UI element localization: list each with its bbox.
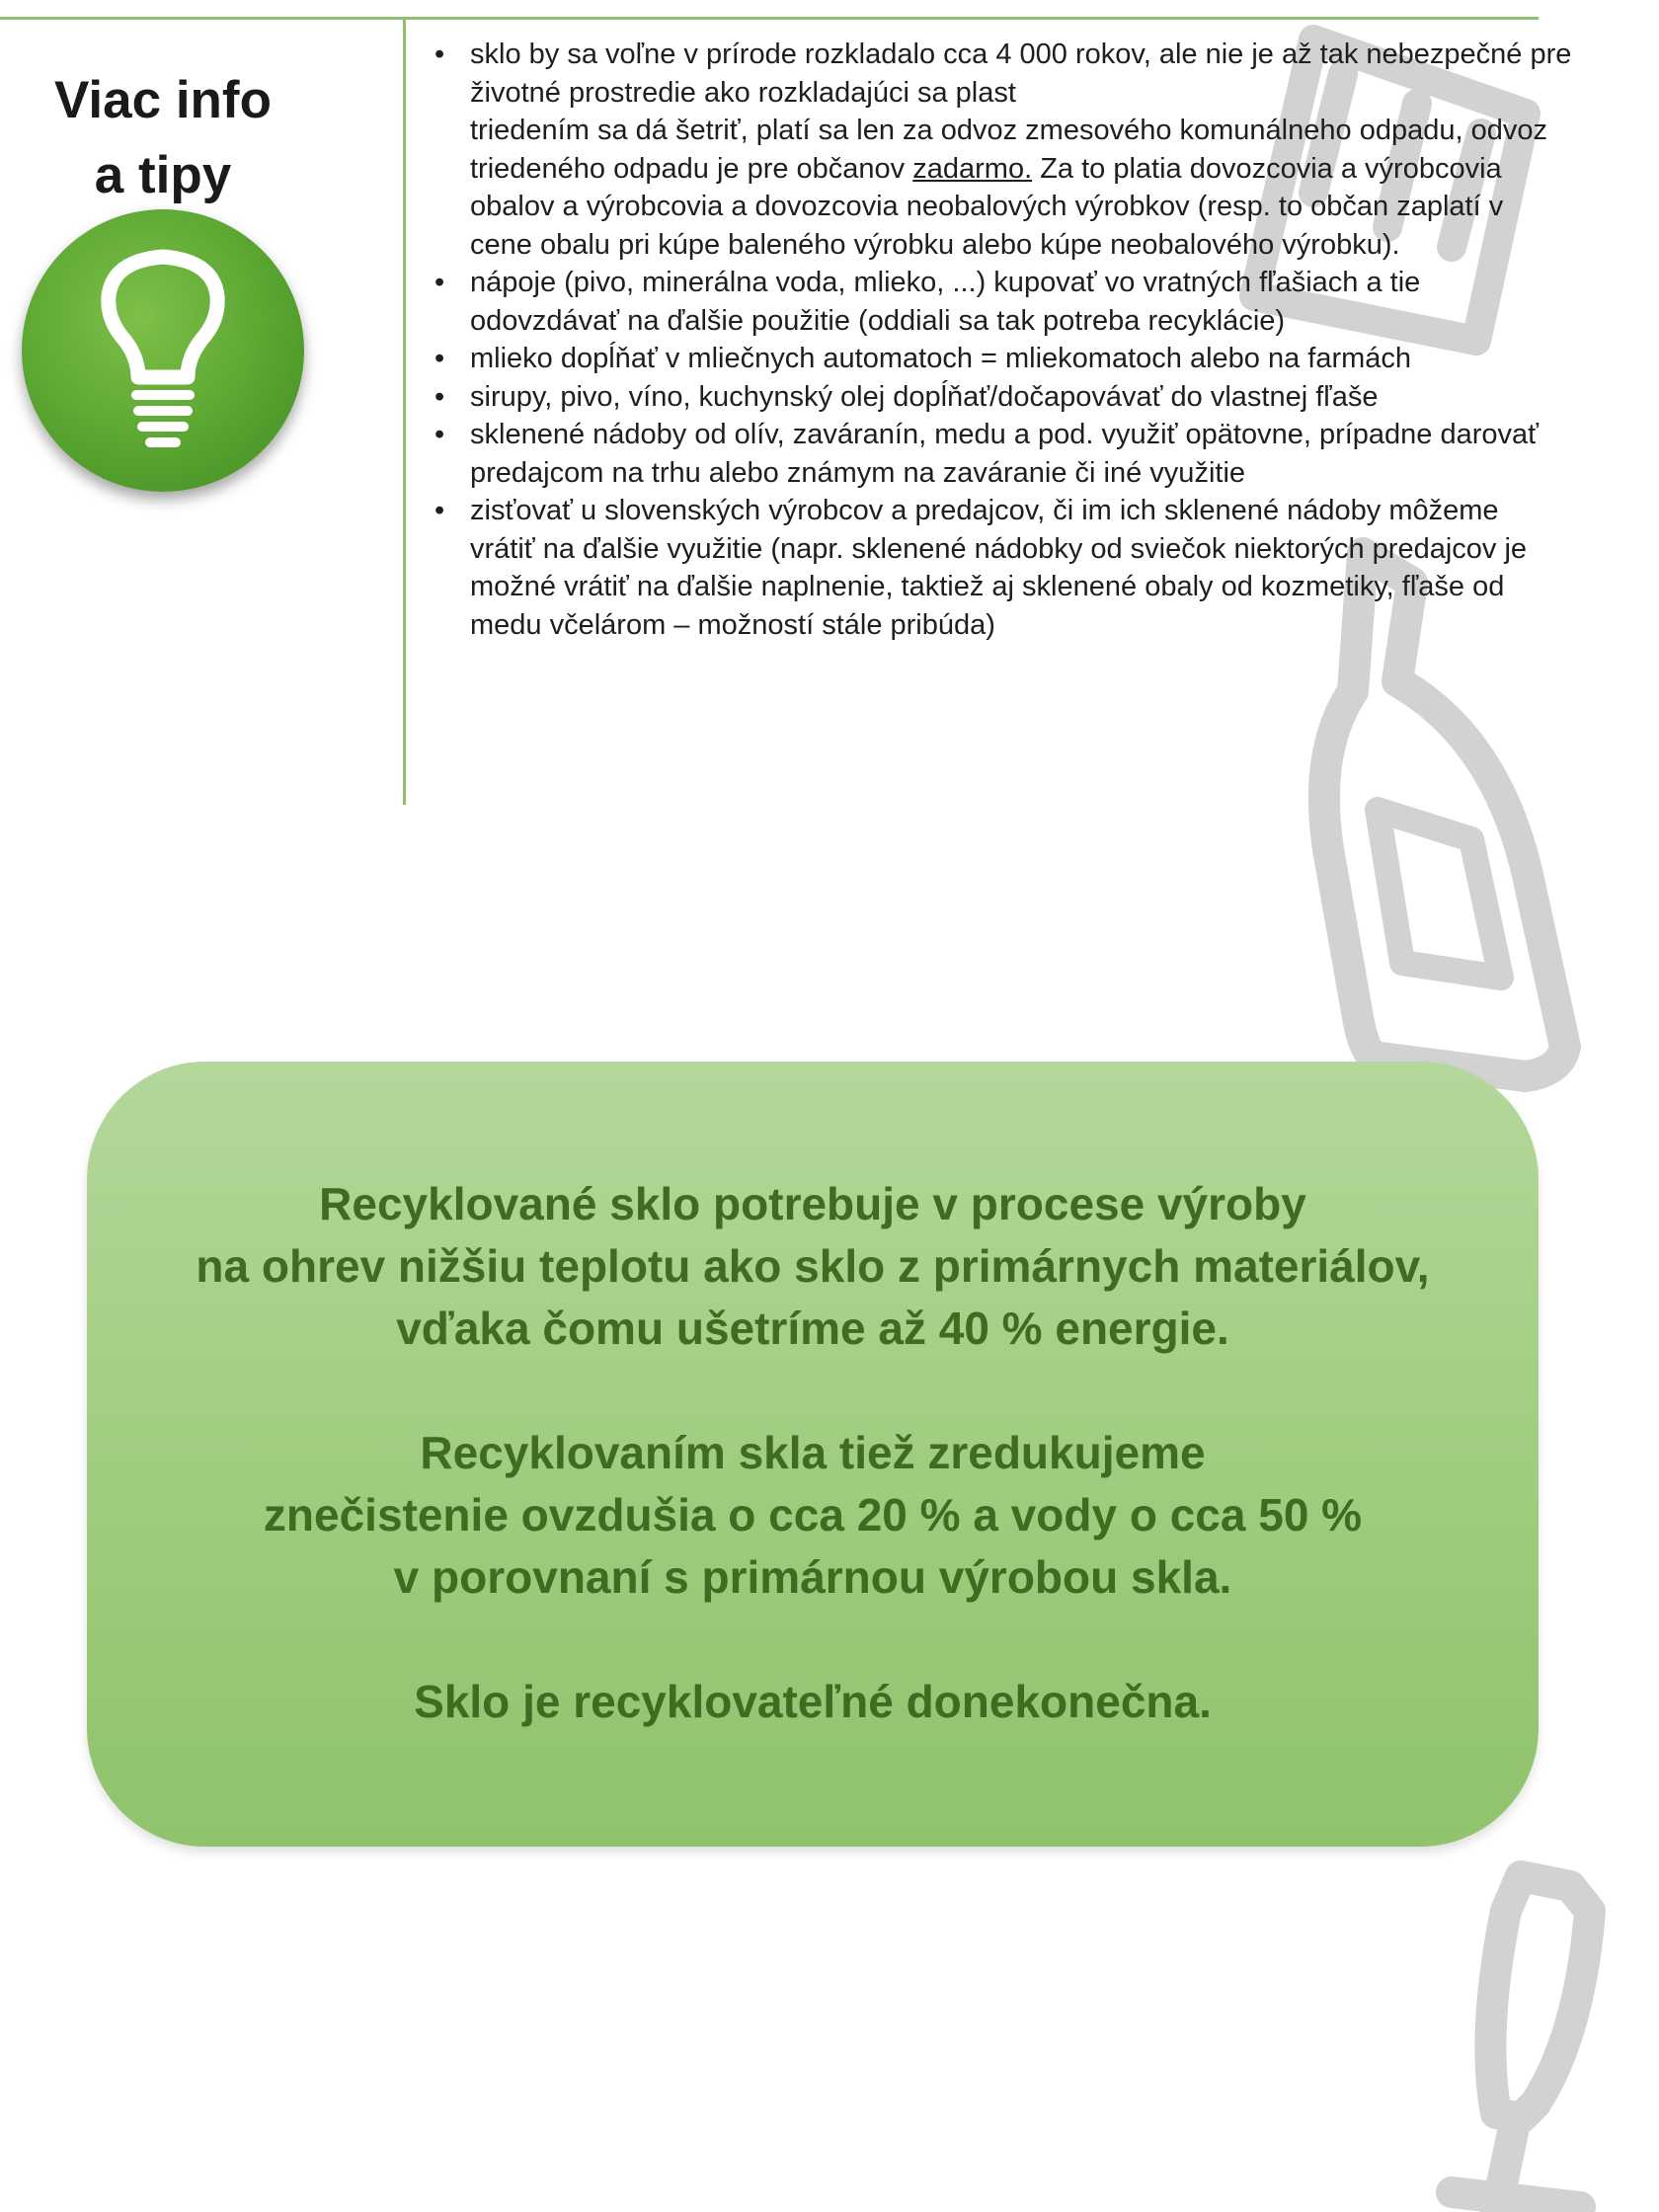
highlight-box-text: [87, 1173, 1539, 1795]
list-item-text: • sklo by sa voľne v prírode rozkladalo cca 4 000 rokov, ale nie je až tak nebezpečné pre: [470, 39, 1572, 70]
column-divider: [403, 20, 406, 805]
list-item: [470, 36, 1659, 264]
highlight-paragraph-energy: Recyklované sklo potrebuje v procese výroby na ohrev nižšiu teplotu ako sklo z primárnych materiálov, vďaka čomu ušetríme až 40 % energie.: [196, 1178, 1430, 1354]
list-item-text: životné prostredie ako rozkladajúci sa plast: [470, 76, 1016, 109]
list-item: [470, 492, 1659, 644]
list-item: [470, 264, 1659, 340]
list-item-text: medu včelárom – možností stále pribúda): [470, 608, 995, 641]
list-item: [470, 378, 1659, 417]
list-item-text: • nápoje (pivo, minerálna voda, mlieko, ...) kupovať vo vratných fľašiach a tie: [470, 267, 1421, 298]
list-item-text: obalov a výrobcovia a dovozcovia neobalových výrobkov (resp. to občan zaplatí v: [470, 191, 1504, 222]
list-item: [470, 340, 1659, 378]
list-item-text: • sirupy, pivo, víno, kuchynský olej dopĺňať/dočapovávať do vlastnej fľaše: [470, 380, 1379, 413]
top-divider: [0, 17, 1539, 20]
list-item-text: vrátiť na ďalšie využitie (napr. sklenené nádobky od sviečok niektorých predajcov je: [470, 532, 1528, 565]
section-title-line1: Viac info: [54, 71, 272, 129]
list-item-text: cene obalu pri kúpe baleného výrobku alebo kúpe neobalového výrobku).: [470, 228, 1400, 261]
section-title-line2: a tipy: [94, 146, 232, 204]
lightbulb-icon: [22, 209, 304, 492]
highlight-paragraph-recyclable: Sklo je recyklovateľné donekonečna.: [414, 1676, 1212, 1727]
list-item-text: odovzdávať na ďalšie použitie (oddiali sa tak potreba recyklácie): [470, 304, 1286, 337]
emphasis-free: zadarmo.: [912, 152, 1033, 185]
list-item-text: triedením sa dá šetriť, platí sa len za odvoz zmesového komunálneho odpadu, odvoz: [470, 115, 1547, 146]
list-item-text: • mlieko dopĺňať v mliečnych automatoch = mliekomatoch alebo na farmách: [470, 343, 1412, 374]
list-item-text: triedeného odpadu je pre občanov zadarmo. Za to platia dovozcovia a výrobcovia: [470, 152, 1502, 185]
list-item-text: • sklenené nádoby od olív, zaváranín, medu a pod. využiť opätovne, prípadne darovať: [470, 419, 1540, 450]
section-title: [20, 63, 306, 213]
list-item-text: predajcom na trhu alebo známym na zaváranie či iné využitie: [470, 456, 1246, 489]
champagne-glass-illustration: [1452, 1876, 1590, 2212]
list-item-text: možné vrátiť na ďalšie naplnenie, taktiež aj sklenené obaly od kozmetiky, fľaše od: [470, 571, 1505, 602]
tips-list: [434, 36, 1659, 644]
list-item-text: • zisťovať u slovenských výrobcov a predajcov, či im ich sklenené nádoby môžeme: [470, 495, 1499, 526]
list-item: [470, 416, 1659, 492]
lightbulb-badge: [22, 209, 304, 492]
highlight-paragraph-pollution: Recyklovaním skla tiež zredukujeme znečistenie ovzdušia o cca 20 % a vody o cca 50 % v porovnaní s primárnou výrobou skla.: [263, 1427, 1363, 1603]
